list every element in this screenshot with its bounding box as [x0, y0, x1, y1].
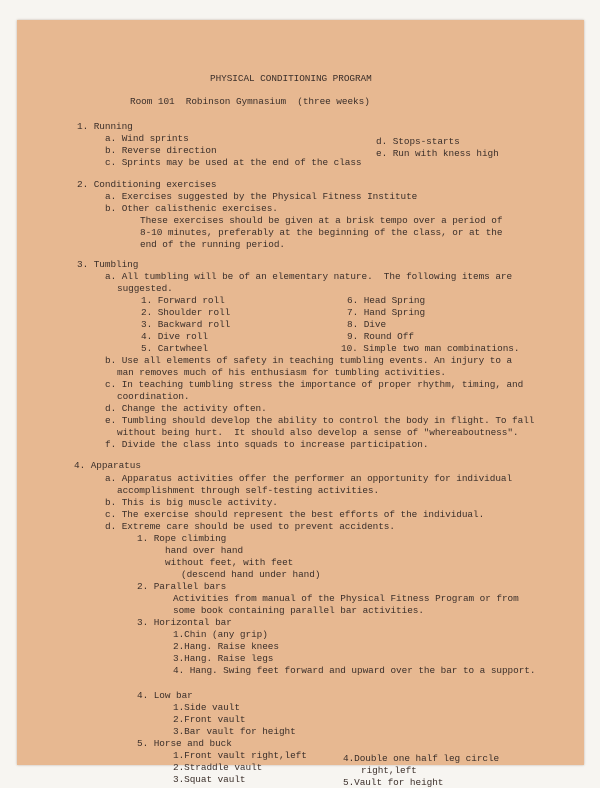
low-bar-line: 3.Bar vault for height	[173, 726, 296, 737]
apparatus-item-a: a. Apparatus activities offer the performer an opportunity for individual	[105, 473, 513, 484]
rope-climbing-heading: 1. Rope climbing	[137, 533, 227, 544]
horse-buck-line: 5.Vault for height	[343, 777, 444, 788]
horizontal-bar-line: 2.Hang. Raise knees	[173, 641, 279, 652]
section-apparatus-heading: 4. Apparatus	[74, 460, 141, 471]
tumbling-item-e: e. Tumbling should develop the ability to control the body in flight. To fall	[105, 415, 535, 426]
horse-buck-line: 2.Straddle vault	[173, 762, 263, 773]
conditioning-note-line: end of the running period.	[140, 239, 285, 250]
tumbling-item-c: c. In teaching tumbling stress the importance of proper rhythm, timing, and	[105, 379, 524, 390]
horizontal-bar-line: 1.Chin (any grip)	[173, 629, 268, 640]
tumbling-item-b-cont: man removes much of his enthusiasm for tumbling activities.	[117, 367, 446, 378]
horizontal-bar-line: 4. Hang. Swing feet forward and upward over the bar to a support.	[173, 665, 536, 676]
rope-climbing-line: without feet, with feet	[165, 557, 294, 568]
section-conditioning-heading: 2. Conditioning exercises	[77, 179, 217, 190]
horizontal-bar-heading: 3. Horizontal bar	[137, 617, 232, 628]
running-item: e. Run with kness high	[376, 148, 499, 159]
conditioning-note-line: These exercises should be given at a brisk tempo over a period of	[140, 215, 503, 226]
horse-buck-line: 3.Squat vault	[173, 774, 246, 785]
rope-climbing-line: hand over hand	[165, 545, 244, 556]
typewritten-page	[17, 20, 584, 788]
horse-buck-line: 1.Front vault right,left	[173, 750, 307, 761]
running-item: d. Stops-starts	[376, 136, 460, 147]
tumbling-skill: 10. Simple two man combinations.	[341, 343, 520, 354]
parallel-bars-line: Activities from manual of the Physical Fitness Program or from	[173, 593, 519, 604]
tumbling-item-b: b. Use all elements of safety in teaching tumbling events. An injury to a	[105, 355, 513, 366]
tumbling-skill: 4. Dive roll	[141, 331, 208, 342]
horse-buck-line: 4.Double one half leg circle	[343, 753, 500, 764]
parallel-bars-line: some book containing parallel bar activities.	[173, 605, 424, 616]
apparatus-item-d: d. Extreme care should be used to prevent accidents.	[105, 521, 395, 532]
conditioning-item-b: b. Other calisthenic exercises.	[105, 203, 278, 214]
running-item: a. Wind sprints	[105, 133, 189, 144]
page-subtitle: Room 101 Robinson Gymnasium (three weeks)	[130, 96, 370, 107]
tumbling-skill: 7. Hand Spring	[347, 307, 426, 318]
tumbling-item-f: f. Divide the class into squads to increase participation.	[105, 439, 429, 450]
page-title: PHYSICAL CONDITIONING PROGRAM	[210, 73, 372, 84]
conditioning-item-a: a. Exercises suggested by the Physical Fitness Institute	[105, 191, 418, 202]
horse-buck-line: right,left	[361, 765, 417, 776]
tumbling-skill: 2. Shoulder roll	[141, 307, 231, 318]
tumbling-item-a: a. All tumbling will be of an elementary nature. The following items are	[105, 271, 513, 282]
section-tumbling-heading: 3. Tumbling	[77, 259, 139, 270]
tumbling-skill: 3. Backward roll	[141, 319, 231, 330]
tumbling-skill: 8. Dive	[347, 319, 387, 330]
running-item: c. Sprints may be used at the end of the class	[105, 157, 362, 168]
tumbling-item-c-cont: coordination.	[117, 391, 190, 402]
low-bar-line: 2.Front vault	[173, 714, 246, 725]
apparatus-item-b: b. This is big muscle activity.	[105, 497, 278, 508]
rope-climbing-line: (descend hand under hand)	[181, 569, 321, 580]
low-bar-line: 1.Side vault	[173, 702, 240, 713]
tumbling-skill: 6. Head Spring	[347, 295, 426, 306]
horizontal-bar-line: 3.Hang. Raise legs	[173, 653, 274, 664]
conditioning-note-line: 8-10 minutes, preferably at the beginning of the class, or at the	[140, 227, 503, 238]
tumbling-skill: 1. Forward roll	[141, 295, 225, 306]
horse-buck-heading: 5. Horse and buck	[137, 738, 232, 749]
parallel-bars-heading: 2. Parallel bars	[137, 581, 227, 592]
tumbling-skill: 5. Cartwheel	[141, 343, 208, 354]
running-item: b. Reverse direction	[105, 145, 217, 156]
apparatus-item-c: c. The exercise should represent the best efforts of the individual.	[105, 509, 485, 520]
low-bar-heading: 4. Low bar	[137, 690, 193, 701]
tumbling-item-d: d. Change the activity often.	[105, 403, 267, 414]
tumbling-item-a-cont: suggested.	[117, 283, 173, 294]
section-running-heading: 1. Running	[77, 121, 133, 132]
apparatus-item-a-cont: accomplishment through self-testing activities.	[117, 485, 380, 496]
tumbling-skill: 9. Round Off	[347, 331, 414, 342]
tumbling-item-e-cont: without being hurt. It should also develop a sense of "whereaboutness".	[117, 427, 519, 438]
